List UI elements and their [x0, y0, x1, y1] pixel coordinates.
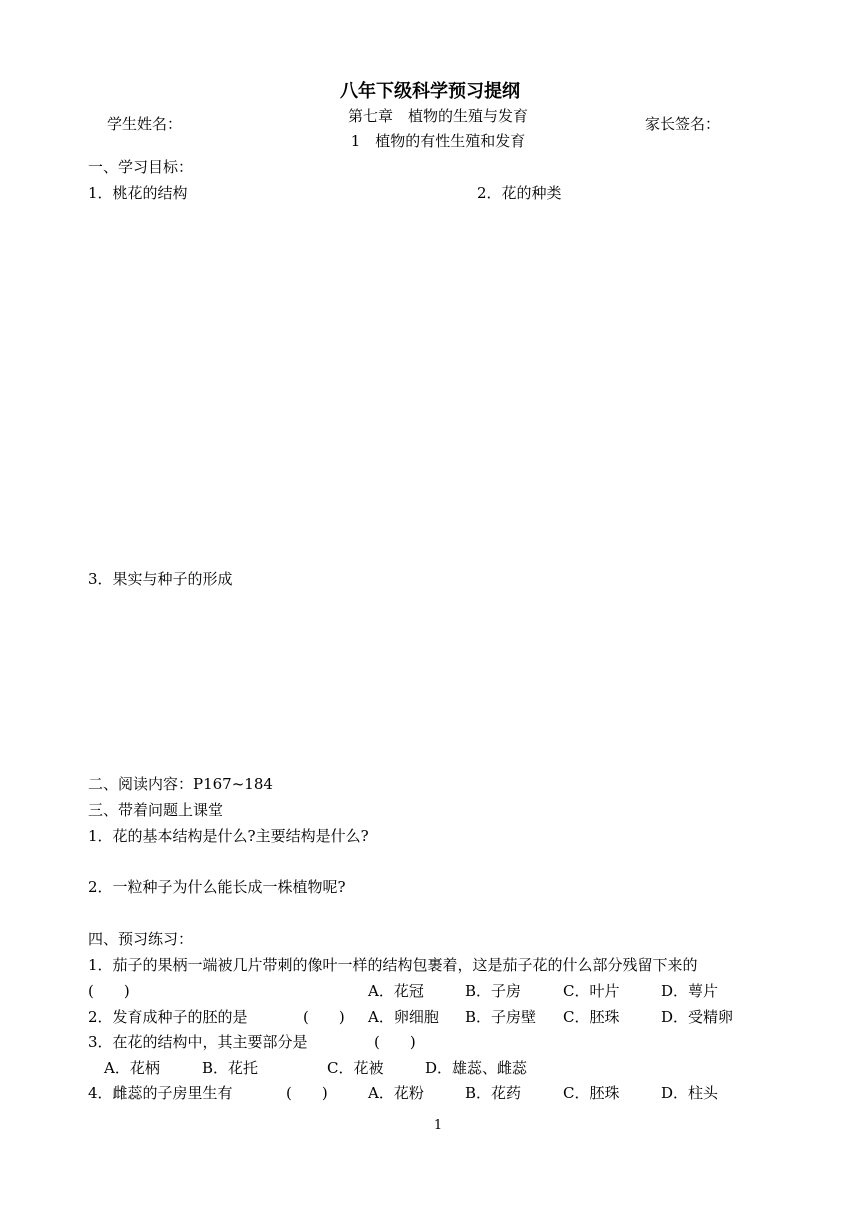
exercise-2-option-a: A．卵细胞 [368, 1008, 439, 1026]
questions-heading: 三、带着问题上课堂 [88, 801, 224, 819]
exercise-2-option-c: C．胚珠 [563, 1008, 620, 1026]
document-title: 八年下级科学预习提纲 [340, 81, 520, 102]
exercise-1-option-a: A．花冠 [368, 982, 424, 1000]
exercise-2-stem: 2．发育成种子的胚的是 [88, 1008, 248, 1026]
student-name-label: 学生姓名： [107, 115, 183, 133]
section-title: 1 植物的有性生殖和发育 [350, 132, 526, 150]
goal-item-3: 3．果实与种子的形成 [88, 570, 233, 588]
exercise-3-option-d: D．雄蕊、雌蕊 [425, 1059, 528, 1077]
question-2: 2．一粒种子为什么能长成一株植物呢? [88, 878, 346, 896]
exercise-4-option-a: A．花粉 [368, 1084, 424, 1102]
exercise-4-option-b: B．花药 [465, 1084, 522, 1102]
page-number: 1 [433, 1118, 443, 1133]
exercise-2-blank: ( ) [303, 1008, 345, 1026]
parent-signature-label: 家长签名： [645, 115, 721, 133]
learning-goals-heading: 一、学习目标： [88, 158, 194, 176]
exercise-1-option-b: B．子房 [465, 982, 522, 1000]
exercise-3-blank: ( ) [374, 1033, 416, 1051]
exercise-3-option-a: A．花柄 [104, 1059, 160, 1077]
goal-item-1: 1．桃花的结构 [88, 184, 188, 202]
exercise-4-blank: ( ) [286, 1084, 328, 1102]
exercise-3-stem: 3．在花的结构中，其主要部分是 [88, 1033, 308, 1051]
exercise-4-option-c: C．胚珠 [563, 1084, 620, 1102]
exercise-1-stem: 1．茄子的果柄一端被几片带刺的像叶一样的结构包裹着，这是茄子花的什么部分残留下来的 [88, 956, 698, 974]
chapter-title: 第七章 植物的生殖与发育 [347, 107, 528, 125]
exercise-1-option-d: D．萼片 [661, 982, 719, 1000]
exercise-2-option-d: D．受精卵 [661, 1008, 734, 1026]
question-1: 1．花的基本结构是什么?主要结构是什么? [88, 827, 369, 845]
exercise-1-blank: ( ) [88, 982, 130, 1000]
exercise-4-stem: 4．雌蕊的子房里生有 [88, 1084, 233, 1102]
exercise-1-option-c: C．叶片 [563, 982, 620, 1000]
exercise-3-option-b: B．花托 [202, 1059, 259, 1077]
exercise-3-option-c: C．花被 [327, 1059, 384, 1077]
exercise-4-option-d: D．柱头 [661, 1084, 719, 1102]
practice-heading: 四、预习练习： [88, 930, 194, 948]
reading-content-heading: 二、阅读内容：P167~184 [88, 775, 273, 793]
exercise-2-option-b: B．子房壁 [465, 1008, 537, 1026]
goal-item-2: 2．花的种类 [477, 184, 562, 202]
